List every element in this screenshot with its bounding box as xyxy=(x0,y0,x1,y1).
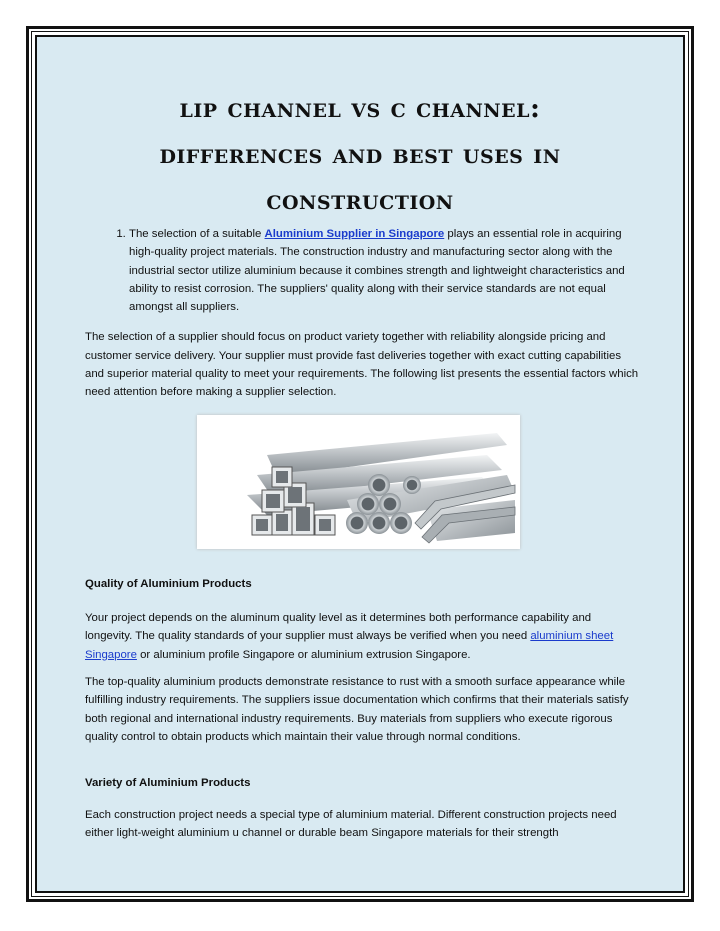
quality-text-before: Your project depends on the aluminum quality level as it determines both performance capability and longevity. The quality standards of your supplier must always be verified when you need xyxy=(85,612,592,643)
quality-text-after: or aluminium profile Singapore or aluminium extrusion Singapore. xyxy=(136,648,471,661)
quality-paragraph-1 xyxy=(85,609,640,664)
intro-content xyxy=(85,225,640,402)
intro-paragraph: The selection of a supplier should focus on product variety together with reliability alongside pricing and customer service delivery. Your supplier must provide fast deliveries together with exact cutting capabilities and superior material quality to meet your requirements. The following list presents the essential factors which need attention before making a supplier selection. xyxy=(85,331,639,399)
variety-paragraph-1: Each construction project needs a special type of aluminium material. Different construction projects need either light-weight aluminium u channel or durable beam Singapore materials for their strength xyxy=(85,809,617,840)
title-line-1: lip channel vs c channel: xyxy=(179,93,541,124)
title-line-3: construction xyxy=(266,185,454,216)
title-line-2: differences and best uses in xyxy=(159,139,561,170)
page-title xyxy=(60,86,660,224)
list-item-text-after: plays an essential role in acquiring high-quality project materials. The construction industry and manufacturing sector along with the industrial sector utilize aluminium because it combines strength and lightweight characteristics and ability to resist corrosion. The suppliers' quality along with their service standards are not equal amongst all suppliers. xyxy=(129,228,625,314)
list-item xyxy=(129,225,640,316)
aluminium-sheet-link[interactable]: aluminium sheet Singapore xyxy=(85,630,614,661)
aluminium-supplier-link[interactable]: Aluminium Supplier in Singapore xyxy=(264,228,445,240)
numbered-list xyxy=(85,225,640,316)
variety-heading: Variety of Aluminium Products xyxy=(85,777,251,789)
aluminium-profiles-photo xyxy=(197,415,520,549)
list-item-text-before: The selection of a suitable xyxy=(129,228,265,240)
quality-heading: Quality of Aluminium Products xyxy=(85,578,252,590)
aluminium-profiles-image xyxy=(197,415,520,549)
quality-paragraph-2: The top-quality aluminium products demonstrate resistance to rust with a smooth surface appearance while fulfilling industry requirements. The suppliers issue documentation which confirms that their materials satisfy both regional and international industry requirements. Buy materials from suppliers who execute rigorous quality control to obtain products which maintain their value through normal conditions. xyxy=(85,676,629,743)
